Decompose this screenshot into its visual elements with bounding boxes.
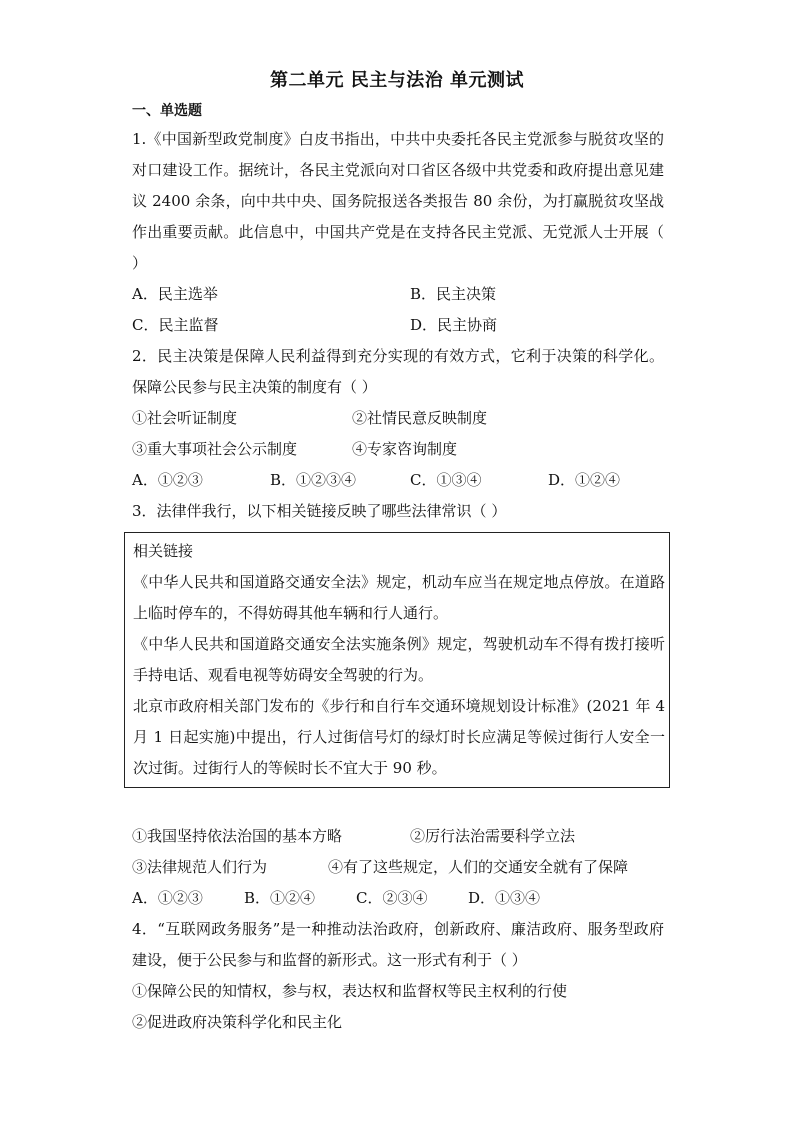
related-links-paragraph-3: 北京市政府相关部门发布的《步行和自行车交通环境规划设计标准》(2021 年 4 月 1 日起实施)中提出，行人过街信号灯的绿灯时长应满足等候过街行人安全一次过街。过街行人的等候时长不宜大于 90 秒。 <box>133 697 665 777</box>
question-3-statement-2: ②厉行法治需要科学立法 <box>410 827 576 845</box>
question-3-option-c: C．②③④ <box>356 889 428 907</box>
question-3-statement-4: ④有了这些规定，人们的交通安全就有了保障 <box>328 858 629 876</box>
question-4-statement-1: ①保障公民的知情权，参与权，表达权和监督权等民主权利的行使 <box>132 982 568 1000</box>
question-2-statement-2: ②社情民意反映制度 <box>352 409 488 427</box>
question-2-option-a: A．①②③ <box>132 471 203 489</box>
question-1-option-a: A．民主选举 <box>132 285 218 303</box>
question-2-statement-3: ③重大事项社会公示制度 <box>132 440 298 458</box>
question-1-option-d: D．民主协商 <box>410 316 498 334</box>
question-2-stem: 2．民主决策是保障人民利益得到充分实现的有效方式，它利于决策的科学化。保障公民参与民主决策的制度有（ ） <box>132 347 664 396</box>
section-heading: 一、单选题 <box>132 103 202 119</box>
related-links-paragraph-1: 《中华人民共和国道路交通安全法》规定，机动车应当在规定地点停放。在道路上临时停车的，不得妨碍其他车辆和行人通行。 <box>133 573 665 622</box>
question-2-option-b: B．①②③④ <box>270 471 357 489</box>
question-1-option-c: C．民主监督 <box>132 316 219 334</box>
question-3-option-d: D．①③④ <box>468 889 541 907</box>
question-1-stem: 1.《中国新型政党制度》白皮书指出，中共中央委托各民主党派参与脱贫攻坚的对口建设工作。据统计，各民主党派向对口省区各级中共党委和政府提出意见建议 2400 余条，向中共中央、国务院报送各类报告 80 余份，为打赢脱贫攻坚战作出重要贡献。此信息中，中国共产党是在支持各民主党派、无党派人士开展（ ） <box>132 130 664 272</box>
question-2-option-d: D．①②④ <box>548 471 621 489</box>
question-3-statement-1: ①我国坚持依法治国的基本方略 <box>132 827 343 845</box>
question-1-option-b: B．民主决策 <box>410 285 497 303</box>
question-2-option-c: C．①③④ <box>410 471 482 489</box>
question-3-statement-3: ③法律规范人们行为 <box>132 858 268 876</box>
question-3-stem: 3．法律伴我行，以下相关链接反映了哪些法律常识（ ） <box>132 502 507 520</box>
related-links-paragraph-2: 《中华人民共和国道路交通安全法实施条例》规定，驾驶机动车不得有拨打接听手持电话、观看电视等妨碍安全驾驶的行为。 <box>133 635 665 684</box>
question-4-statement-2: ②促进政府决策科学化和民主化 <box>132 1013 343 1031</box>
question-2-statement-4: ④专家咨询制度 <box>352 440 458 458</box>
page-title: 第二单元 民主与法治 单元测试 <box>269 70 525 91</box>
question-4-stem: 4．“互联网政务服务”是一种推动法治政府，创新政府、廉洁政府、服务型政府建设，便于公民参与和监督的新形式。这一形式有利于（ ） <box>132 920 664 969</box>
question-3-option-b: B．①②④ <box>244 889 316 907</box>
related-links-box <box>124 532 670 788</box>
related-links-title: 相关链接 <box>133 542 194 560</box>
question-2-statement-1: ①社会听证制度 <box>132 409 238 427</box>
question-3-option-a: A．①②③ <box>132 889 203 907</box>
